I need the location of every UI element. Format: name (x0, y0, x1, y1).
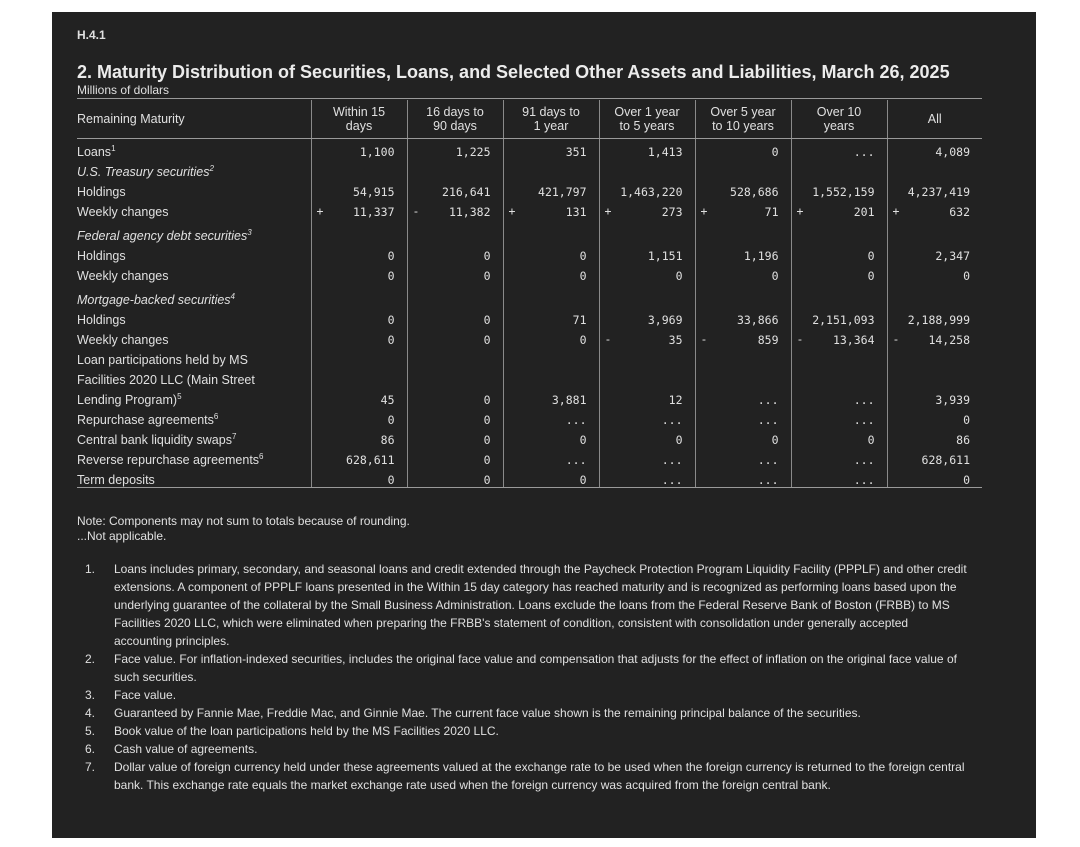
value-cell: 0 (407, 387, 503, 407)
value-cell: - 14,258 (887, 327, 982, 347)
value-cell: ... (791, 467, 887, 488)
value-cell: + 273 (599, 199, 695, 219)
value-cell: 71 (503, 307, 599, 327)
value-cell: 86 (887, 427, 982, 447)
row-ust-weekly-changes: Weekly changes + 11,337 - 11,382 + 131 + 273 + 71 + 201 + 632 (77, 199, 982, 219)
top-rule (77, 98, 982, 99)
footnote: 3. Face value. (85, 688, 177, 702)
value-cell: 33,866 (695, 307, 791, 327)
value-cell: + 11,337 (311, 199, 407, 219)
value-cell: 0 (695, 427, 791, 447)
value-cell: + 71 (695, 199, 791, 219)
col-header-91-days-to-1-year: 91 days to 1 year (503, 100, 599, 139)
value-cell: 2,347 (887, 243, 982, 263)
footnotes (77, 560, 967, 794)
value-cell: 1,196 (695, 243, 791, 263)
row-fad-holdings: Holdings 0 0 0 1,151 1,196 0 2,347 (77, 243, 982, 263)
change-sign: + (892, 204, 900, 218)
value-cell: 1,100 (311, 139, 407, 160)
value-cell: 0 (887, 407, 982, 427)
value-cell: - 35 (599, 327, 695, 347)
footnote: 4. Guaranteed by Fannie Mae, Freddie Mac, and Ginnie Mae. The current face value shown is the remaining principal balance of the securities. (85, 706, 861, 720)
units-label: Millions of dollars (77, 83, 170, 97)
value-cell: 3,939 (887, 387, 982, 407)
row-lp-line1: Loan participations held by MS (77, 347, 982, 367)
value-cell: 86 (311, 427, 407, 447)
value-cell: ... (503, 407, 599, 427)
value-cell: 0 (791, 263, 887, 283)
row-loans: Loans$^1$ 1,100 1,225 351 1,413 0 ... 4,089 (77, 139, 982, 160)
change-sign: - (412, 204, 420, 218)
col-header-16-to-90-days: 16 days to 90 days (407, 100, 503, 139)
not-applicable-note: ...Not applicable. (77, 529, 167, 543)
value-cell: 0 (407, 327, 503, 347)
value-cell: 0 (503, 243, 599, 263)
change-sign: - (700, 332, 708, 346)
footnote: 7. Dollar value of foreign currency held under these agreements valued at the exchange rate to be used when the foreign currency is returned to the foreign central bank. This exchange rate equals the market exchange rate used when the foreign currency was acquired from the foreign central bank. (85, 760, 965, 792)
row-mbs-heading: Mortgage-backed securities$^4$ (77, 283, 982, 307)
row-repurchase-agreements: Repurchase agreements$^6$ 0 0 ... ... ... ... 0 (77, 407, 982, 427)
value-cell: 2,188,999 (887, 307, 982, 327)
value-cell: ... (791, 139, 887, 160)
value-cell: - 13,364 (791, 327, 887, 347)
release-panel (52, 12, 1036, 838)
row-reverse-repurchase-agreements: Reverse repurchase agreements$^6$ 628,611 0 ... ... ... ... 628,611 (77, 447, 982, 467)
value-cell: 2,151,093 (791, 307, 887, 327)
footnote: 5. Book value of the loan participations held by the MS Facilities 2020 LLC. (85, 724, 499, 738)
value-cell: 0 (311, 467, 407, 488)
row-lp-line2: Facilities 2020 LLC (Main Street (77, 367, 982, 387)
change-sign: - (892, 332, 900, 346)
col-header-within-15-days: Within 15 days (311, 100, 407, 139)
value-cell: 0 (407, 447, 503, 467)
value-cell: 3,881 (503, 387, 599, 407)
row-mbs-weekly-changes: Weekly changes 0 0 0 - 35 - 859 - 13,364 - 14,258 (77, 327, 982, 347)
value-cell: 628,611 (311, 447, 407, 467)
value-cell: 0 (503, 427, 599, 447)
footnote: 1. Loans includes primary, secondary, and seasonal loans and credit extended through the Paycheck Protection Program Liquidity Facility (PPPLF) and other credit extensions. A component of PPPLF loans presented in the Within 15 day category has reached maturity and is recognized as performing loans based upon the underlying guarantee of the collateral by the Small Business Administration. Loans exclude the loans from the Federal Reserve Bank of Boston (FRBB) to MS Facilities 2020 LLC, which were eliminated when preparing the FRBB's statement of condition, consistent with consolidation under generally accepted accounting principles. (85, 562, 967, 648)
value-cell: 0 (407, 407, 503, 427)
notes (77, 514, 410, 544)
value-cell: ... (791, 447, 887, 467)
change-sign: - (796, 332, 804, 346)
row-fad-weekly-changes: Weekly changes 0 0 0 0 0 0 0 (77, 263, 982, 283)
value-cell: 0 (311, 263, 407, 283)
footnote: 6. Cash value of agreements. (85, 742, 258, 756)
change-sign: + (316, 204, 324, 218)
value-cell: ... (791, 387, 887, 407)
value-cell: 0 (311, 407, 407, 427)
value-cell: 12 (599, 387, 695, 407)
value-cell: 421,797 (503, 179, 599, 199)
col-header-1-to-5-years: Over 1 year to 5 years (599, 100, 695, 139)
value-cell: - 859 (695, 327, 791, 347)
release-code: H.4.1 (77, 28, 106, 42)
value-cell: 4,089 (887, 139, 982, 160)
value-cell: 0 (791, 427, 887, 447)
change-sign: + (700, 204, 708, 218)
page-title: 2. Maturity Distribution of Securities, Loans, and Selected Other Assets and Liabilities, March 26, 2025 (77, 62, 950, 82)
value-cell: 0 (407, 243, 503, 263)
value-cell: 1,413 (599, 139, 695, 160)
value-cell: ... (599, 447, 695, 467)
value-cell: 628,611 (887, 447, 982, 467)
value-cell: 0 (695, 263, 791, 283)
value-cell: 1,225 (407, 139, 503, 160)
col-header-over-10-years: Over 10 years (791, 100, 887, 139)
value-cell: 4,237,419 (887, 179, 982, 199)
value-cell: 0 (407, 307, 503, 327)
value-cell: ... (695, 447, 791, 467)
row-fad-heading: Federal agency debt securities$^3$ (77, 219, 982, 243)
value-cell: 0 (887, 467, 982, 488)
value-cell: 528,686 (695, 179, 791, 199)
row-central-bank-liquidity-swaps: Central bank liquidity swaps$^7$ 86 0 0 0 0 0 86 (77, 427, 982, 447)
header-row (77, 100, 982, 139)
value-cell: 0 (407, 467, 503, 488)
value-cell: ... (695, 387, 791, 407)
value-cell: + 131 (503, 199, 599, 219)
value-cell: ... (695, 407, 791, 427)
change-sign: + (508, 204, 516, 218)
row-term-deposits: Term deposits 0 0 0 ... ... ... 0 (77, 467, 982, 488)
value-cell: 0 (599, 427, 695, 447)
value-cell: 54,915 (311, 179, 407, 199)
rounding-note: Note: Components may not sum to totals because of rounding. (77, 514, 410, 528)
row-ust-heading: U.S. Treasury securities$^2$ (77, 159, 982, 179)
value-cell: 0 (311, 327, 407, 347)
value-cell: ... (503, 447, 599, 467)
value-cell: 0 (503, 263, 599, 283)
value-cell: 0 (407, 427, 503, 447)
change-sign: + (604, 204, 612, 218)
value-cell: 1,552,159 (791, 179, 887, 199)
value-cell: 0 (311, 307, 407, 327)
value-cell: 0 (503, 467, 599, 488)
row-ust-holdings: Holdings 54,915 216,641 421,797 1,463,220 528,686 1,552,159 4,237,419 (77, 179, 982, 199)
value-cell: + 201 (791, 199, 887, 219)
value-cell: 3,969 (599, 307, 695, 327)
value-cell: ... (791, 407, 887, 427)
value-cell: 0 (887, 263, 982, 283)
row-mbs-holdings: Holdings 0 0 71 3,969 33,866 2,151,093 2,188,999 (77, 307, 982, 327)
value-cell: 0 (599, 263, 695, 283)
value-cell: 0 (311, 243, 407, 263)
value-cell: 0 (407, 263, 503, 283)
change-sign: - (604, 332, 612, 346)
change-sign: + (796, 204, 804, 218)
footnote: 2. Face value. For inflation-indexed securities, includes the original face value and compensation that adjusts for the effect of inflation on the original face value of such securities. (85, 652, 957, 684)
value-cell: - 11,382 (407, 199, 503, 219)
value-cell: 1,463,220 (599, 179, 695, 199)
col-header-5-to-10-years: Over 5 year to 10 years (695, 100, 791, 139)
value-cell: ... (599, 407, 695, 427)
maturity-table (77, 100, 982, 488)
value-cell: ... (695, 467, 791, 488)
value-cell: + 632 (887, 199, 982, 219)
value-cell: 0 (503, 327, 599, 347)
col-header-all: All (887, 100, 982, 139)
value-cell: 0 (791, 243, 887, 263)
col-header-maturity: Remaining Maturity (77, 100, 311, 139)
value-cell: 45 (311, 387, 407, 407)
value-cell: 216,641 (407, 179, 503, 199)
value-cell: 1,151 (599, 243, 695, 263)
value-cell: 351 (503, 139, 599, 160)
value-cell: 0 (695, 139, 791, 160)
value-cell: ... (599, 467, 695, 488)
row-loan-participations: Lending Program)$^5$ 45 0 3,881 12 ... ... 3,939 (77, 387, 982, 407)
